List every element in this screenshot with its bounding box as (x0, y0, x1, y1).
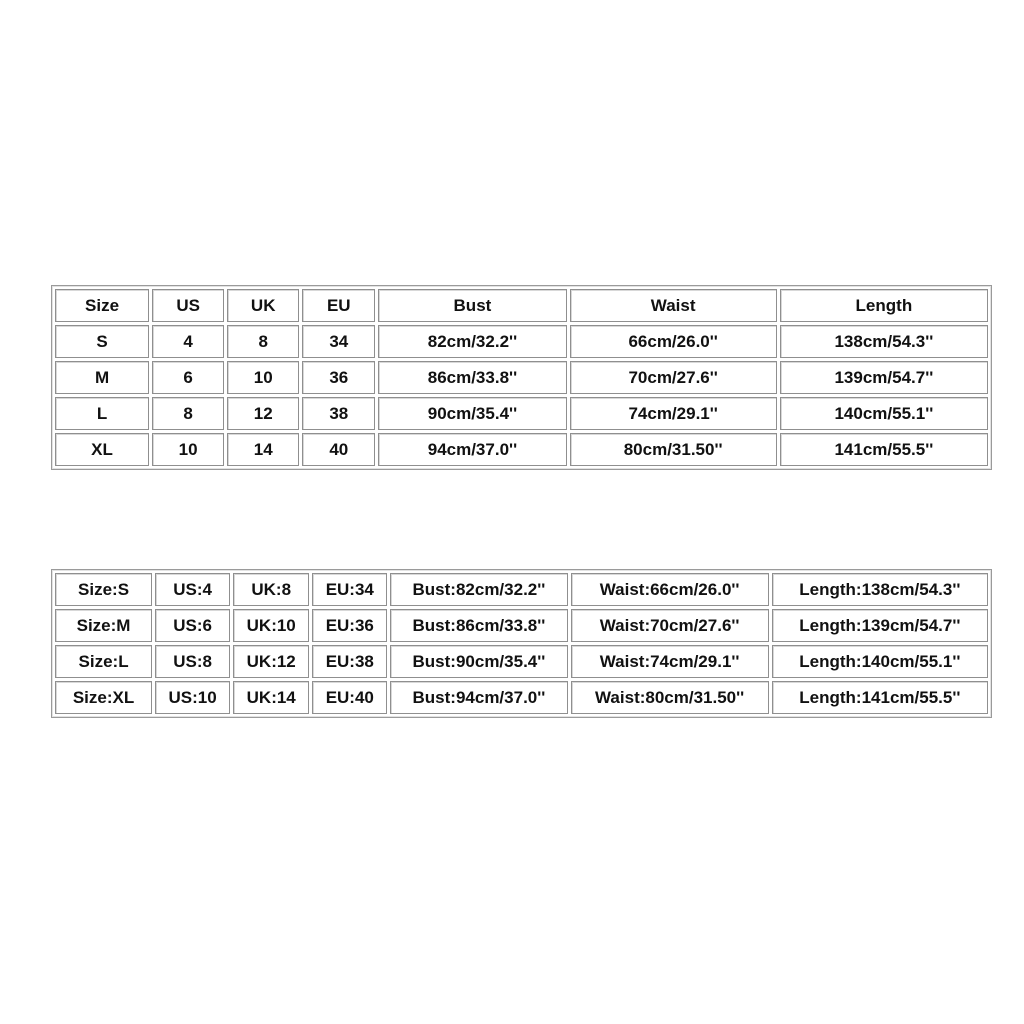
cell-eu: 34 (302, 325, 375, 358)
cell-us: 4 (152, 325, 224, 358)
header-cell-size: Size (55, 289, 149, 322)
cell-length: Length:139cm/54.7'' (772, 609, 988, 642)
cell-eu: EU:36 (312, 609, 387, 642)
cell-uk: 10 (227, 361, 299, 394)
cell-size: S (55, 325, 149, 358)
cell-uk: 14 (227, 433, 299, 466)
cell-size: Size:S (55, 573, 152, 606)
cell-bust: 94cm/37.0'' (378, 433, 566, 466)
cell-eu: EU:38 (312, 645, 387, 678)
table-row (55, 573, 988, 606)
cell-eu: EU:40 (312, 681, 387, 714)
cell-us: US:8 (155, 645, 230, 678)
cell-waist: Waist:70cm/27.6'' (571, 609, 769, 642)
cell-bust: Bust:94cm/37.0'' (390, 681, 567, 714)
table-row (55, 681, 988, 714)
header-cell-bust: Bust (378, 289, 566, 322)
cell-us: US:10 (155, 681, 230, 714)
table-row (55, 645, 988, 678)
cell-length: 140cm/55.1'' (780, 397, 988, 430)
cell-bust: Bust:82cm/32.2'' (390, 573, 567, 606)
cell-waist: Waist:66cm/26.0'' (571, 573, 769, 606)
size-chart-labeled-table (51, 569, 992, 718)
cell-size: M (55, 361, 149, 394)
cell-size: Size:XL (55, 681, 152, 714)
cell-us: 10 (152, 433, 224, 466)
cell-us: 8 (152, 397, 224, 430)
cell-waist: 80cm/31.50'' (570, 433, 777, 466)
cell-us: 6 (152, 361, 224, 394)
cell-length: Length:140cm/55.1'' (772, 645, 988, 678)
cell-bust: 82cm/32.2'' (378, 325, 566, 358)
header-cell-eu: EU (302, 289, 375, 322)
cell-bust: Bust:86cm/33.8'' (390, 609, 567, 642)
table-row (55, 361, 988, 394)
cell-waist: Waist:74cm/29.1'' (571, 645, 769, 678)
header-row (55, 289, 988, 322)
cell-eu: 40 (302, 433, 375, 466)
cell-eu: 38 (302, 397, 375, 430)
cell-uk: UK:12 (233, 645, 309, 678)
header-cell-us: US (152, 289, 224, 322)
header-cell-waist: Waist (570, 289, 777, 322)
cell-size: Size:L (55, 645, 152, 678)
cell-waist: 66cm/26.0'' (570, 325, 777, 358)
header-cell-length: Length (780, 289, 988, 322)
cell-size: L (55, 397, 149, 430)
cell-uk: UK:8 (233, 573, 309, 606)
cell-length: 139cm/54.7'' (780, 361, 988, 394)
cell-length: Length:138cm/54.3'' (772, 573, 988, 606)
cell-waist: 74cm/29.1'' (570, 397, 777, 430)
cell-waist: Waist:80cm/31.50'' (571, 681, 769, 714)
cell-size: Size:M (55, 609, 152, 642)
cell-waist: 70cm/27.6'' (570, 361, 777, 394)
table-row (55, 397, 988, 430)
cell-length: 138cm/54.3'' (780, 325, 988, 358)
cell-us: US:4 (155, 573, 230, 606)
cell-length: 141cm/55.5'' (780, 433, 988, 466)
table-row (55, 609, 988, 642)
cell-bust: 90cm/35.4'' (378, 397, 566, 430)
cell-uk: 12 (227, 397, 299, 430)
cell-us: US:6 (155, 609, 230, 642)
cell-length: Length:141cm/55.5'' (772, 681, 988, 714)
cell-uk: UK:14 (233, 681, 309, 714)
cell-uk: 8 (227, 325, 299, 358)
cell-uk: UK:10 (233, 609, 309, 642)
cell-bust: Bust:90cm/35.4'' (390, 645, 567, 678)
table-row (55, 433, 988, 466)
cell-eu: 36 (302, 361, 375, 394)
cell-size: XL (55, 433, 149, 466)
size-chart-table (51, 285, 992, 470)
cell-bust: 86cm/33.8'' (378, 361, 566, 394)
cell-eu: EU:34 (312, 573, 387, 606)
header-cell-uk: UK (227, 289, 299, 322)
table-row (55, 325, 988, 358)
